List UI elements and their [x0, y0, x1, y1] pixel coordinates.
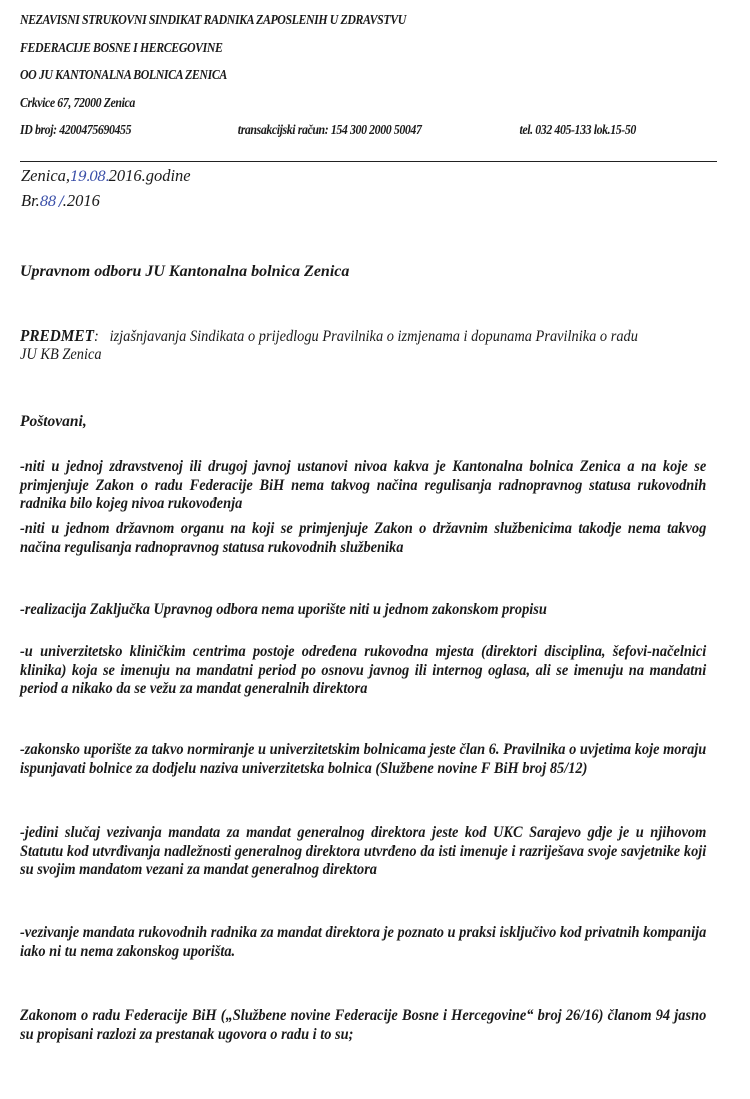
letterhead-bank-account: transakcijski račun: 154 300 2000 50047	[237, 122, 422, 137]
body-paragraph: -niti u jednoj zdravstvenoj ili drugoj javnoj ustanovi nivoa kakva je Kantonalna bolnica Zenica a na koje se primjenjuje Zakon o radu Federacije BiH nema takvog načina regulisanja radnopravnog statusa rukovodnih radnika bilo kojeg nivoa rukovođenja	[20, 458, 707, 513]
reference-prefix: Br.	[21, 191, 40, 210]
letterhead-organization: OO JU KANTONALNA BOLNICA ZENICA	[20, 67, 227, 82]
letterhead-id-number: ID broj: 4200475690455	[20, 122, 132, 137]
reference-number	[21, 191, 100, 211]
subject-text: izjašnjavanja Sindikata o prijedlogu Pravilnika o izmjenama i dopunama Pravilnika o radu JU KB Zenica	[20, 328, 638, 363]
dateline-place: Zenica,	[21, 166, 71, 185]
body-paragraph: -zakonsko uporište za takvo normiranje u univerzitetskim bolnicama jeste član 6. Pravilnika o uvjetima koje moraju ispunjavati bolnice za dodjelu naziva univerzitetska bolnica (Službene novine F BiH broj 85/12)	[20, 741, 707, 777]
letterhead-divider	[20, 161, 717, 162]
body-paragraph: -u univerzitetsko kliničkim centrima postoje određena rukovodna mjesta (direktori disciplina, šefovi-načelnici klinika) koja se imenuju na mandatni period po osnovu javnog ili internog oglasa, ali se imenuju na mandatni period a nikako da se vežu za mandat generalnih direktora	[20, 643, 707, 698]
letterhead-address: Crkvice 67, 72000 Zenica	[20, 95, 135, 110]
handwritten-date: 19.08.	[70, 169, 109, 185]
letterhead-federation: FEDERACIJE BOSNE I HERCEGOVINE	[20, 40, 223, 55]
body-paragraph: -vezivanje mandata rukovodnih radnika za mandat direktora je poznato u praksi isključivo kod privatnih kompanija iako ni tu nema zakonskog uporišta.	[20, 924, 707, 960]
reference-year: .2016	[62, 191, 100, 210]
dateline	[21, 166, 191, 186]
closing-paragraph: Zakonom o radu Federacije BiH („Službene novine Federacije Bosne i Hercegovine“ broj 26/16) članom 94 jasno su propisani razlozi za prestanak ugovora o radu i to su;	[20, 1007, 707, 1043]
greeting: Poštovani,	[20, 413, 87, 430]
addressee: Upravnom odboru JU Kantonalna bolnica Zenica	[20, 263, 350, 280]
letterhead-union-name: NEZAVISNI STRUKOVNI SINDIKAT RADNIKA ZAPOSLENIH U ZDRAVSTVU	[20, 12, 406, 27]
subject-separator: :	[93, 328, 99, 345]
letterhead-phone: tel. 032 405-133 lok.15-50	[519, 122, 636, 137]
subject-label: PREDMET	[20, 326, 94, 345]
body-paragraph: -jedini slučaj vezivanja mandata za mandat generalnog direktora jeste kod UKC Sarajevo gdje je u njihovom Statutu kod utvrđivanja nadležnosti generalnog direktora utvrđeno da isti imenuje i razriješava svoje savjetnike koji su svojim mandatom vezani za mandat generalnog direktora	[20, 824, 707, 879]
body-paragraph: -realizacija Zaključka Upravnog odbora nema uporište niti u jednom zakonskom propisu	[20, 601, 547, 618]
body-paragraph: -niti u jednom državnom organu na koji se primjenjuje Zakon o državnim službenicima takodje nema takvog načina regulisanja radnopravnog statusa rukovodnih službenika	[20, 520, 707, 556]
dateline-year: 2016.godine	[108, 166, 191, 185]
handwritten-reference-number: 88 /	[39, 194, 63, 210]
subject-block	[20, 327, 650, 364]
